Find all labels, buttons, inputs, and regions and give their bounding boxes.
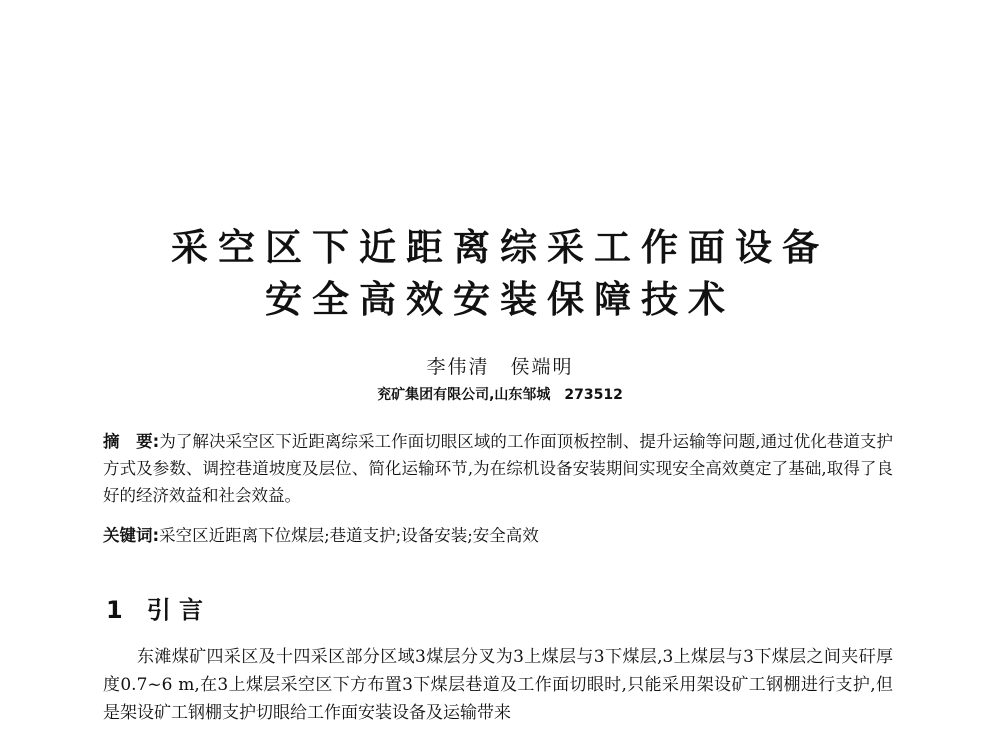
title-line-2: 安全高效安装保障技术 — [265, 278, 735, 321]
authors: 李伟清 侯端明 — [426, 356, 574, 378]
body-text — [103, 643, 893, 727]
abstract — [103, 428, 893, 509]
keywords-label: 关键词: — [103, 526, 160, 545]
abstract-label: 摘 要: — [103, 432, 160, 451]
section-heading — [106, 590, 203, 625]
abstract-text: 为了解决采空区下近距离综采工作面切眼区域的工作面顶板控制、提升运输等问题,通过优化巷道支护方式及参数、调控巷道坡度及层位、简化运输环节,为在综机设备安装期间实现安全高效奠定了基础,取得了良好的经济效益和社会效益。 — [103, 432, 893, 505]
keywords-text: 采空区近距离下位煤层;巷道支护;设备安装;安全高效 — [159, 526, 539, 545]
section-title: 引 言 — [146, 596, 204, 624]
section-number: 1 — [106, 596, 123, 624]
paragraph-1: 东滩煤矿四采区及十四采区部分区域3煤层分叉为3上煤层与3下煤层,3上煤层与3下煤层之间夹矸厚度0.7~6 m,在3上煤层采空区下方布置3下煤层巷道及工作面切眼时,只能采用架设矿工钢棚进行支护,但是架设矿工钢棚支护切眼给工作面安装设备及运输带来 — [103, 647, 893, 723]
title-line-1: 采空区下近距离综采工作面设备 — [171, 226, 829, 269]
paper-title — [0, 222, 1000, 326]
keywords — [103, 522, 893, 549]
affiliation: 兖矿集团有限公司,山东邹城 273512 — [377, 387, 623, 403]
